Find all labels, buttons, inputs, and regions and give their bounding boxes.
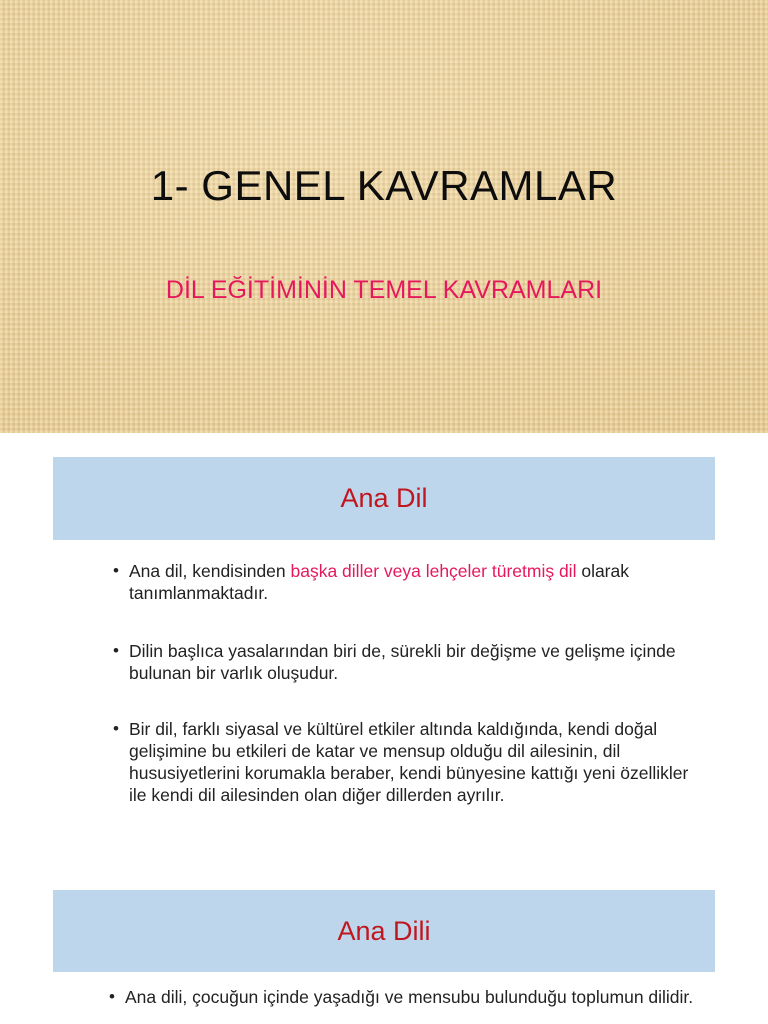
slide-title: 1- GENEL KAVRAMLAR xyxy=(150,162,618,209)
section-header-label: Ana Dil xyxy=(340,483,428,513)
bullet-text-post: olarak tanımlanmaktadır. xyxy=(129,561,629,603)
bullet-dot: • xyxy=(113,719,119,738)
bullet-dot: • xyxy=(113,561,119,580)
bullet-dot: • xyxy=(109,987,115,1006)
section-header-ana-dili xyxy=(53,890,715,972)
section-header-label: Ana Dili xyxy=(337,915,431,946)
section-header-ana-dil xyxy=(53,457,715,540)
title-slide xyxy=(0,0,768,433)
bullet-item xyxy=(113,718,689,806)
bullet-text-pre: Ana dil, kendisinden xyxy=(129,561,291,581)
bullet-dot: • xyxy=(113,641,119,660)
bullet-text: Dilin başlıca yasalarından biri de, sürekli bir değişme ve gelişme içinde bulunan bir varlık oluşudur. xyxy=(129,641,676,683)
bullet-text: Ana dili, çocuğun içinde yaşadığı ve mensubu bulunduğu toplumun dilidir. xyxy=(125,987,694,1007)
slide-subtitle: DİL EĞİTİMİNİN TEMEL KAVRAMLARI xyxy=(165,276,603,304)
bullet-item xyxy=(113,560,689,604)
bullet-text-highlight: başka diller veya lehçeler türetmiş dil xyxy=(290,561,577,581)
bullet-text: Bir dil, farklı siyasal ve kültürel etkiler altında kaldığında, kendi doğal gelişimine bu etkileri de katar ve mensup olduğu dil ailesinin, dil hususiyetlerini korumakla beraber, kendi bünyesine kattığı yeni özellikler ile kendi dil ailesinden olan diğer dillerden ayrılır. xyxy=(129,719,689,805)
bullet-item xyxy=(113,640,689,684)
bullet-item xyxy=(109,986,725,1008)
